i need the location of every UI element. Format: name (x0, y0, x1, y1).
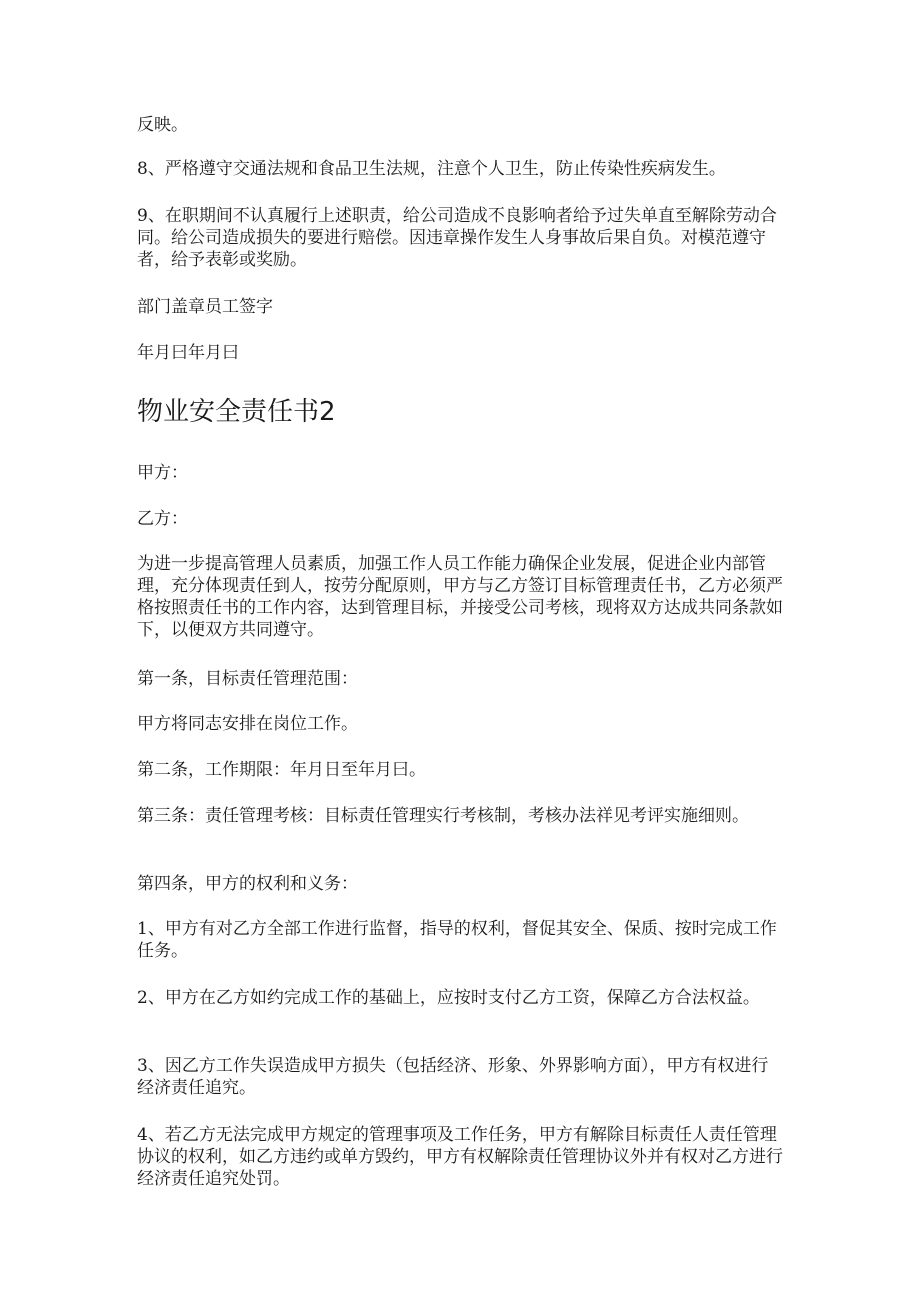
party-a-label: 甲方： (137, 463, 188, 483)
paragraph-reflect: 反映。 (137, 115, 188, 135)
article-2: 第二条，工作期限：年月日至年月曰。 (137, 760, 426, 780)
paragraph-item-8: 8、严格遵守交通法规和食品卫生法规，注意个人卫生，防止传染性疾病发生。 (137, 159, 726, 179)
signature-line: 部门盖章员工签字 (137, 297, 273, 317)
article-1-heading: 第一条，目标责任管理范围： (137, 669, 358, 689)
intro-paragraph: 为进一步提高管理人员素质，加强工作人员工作能力确保企业发展，促进企业内部管理，充分体现责任到人，按劳分配原则，甲方与乙方签订目标管理责任书，乙方必须严格按照责任书的工作内容，达到管理目标，并接受公司考核，现将双方达成共同条款如下，以便双方共同遵守。 (137, 554, 783, 640)
article-3: 第三条：责任管理考核：目标责任管理实行考核制，考核办法祥见考评实施细则。 (137, 806, 749, 826)
article-1-body: 甲方将同志安排在岗位工作。 (137, 714, 358, 734)
obligation-item-4: 4、若乙方无法完成甲方规定的管理事项及工作任务，甲方有解除目标责任人责任管理协议的权利，如乙方违约或单方毁约，甲方有权解除责任管理协议外并有权对乙方进行经济责任追究处罚。 (137, 1125, 783, 1189)
obligation-item-1: 1、甲方有对乙方全部工作进行监督，指导的权利，督促其安全、保质、按时完成工作任务。 (137, 919, 777, 961)
party-b-label: 乙方： (137, 509, 188, 529)
obligation-item-2: 2、甲方在乙方如约完成工作的基础上，应按时支付乙方工资，保障乙方合法权益。 (137, 988, 760, 1008)
paragraph-item-9: 9、在职期间不认真履行上述职责，给公司造成不良影响者给予过失单直至解除劳动合同。给公司造成损失的要进行赔偿。因违章操作发生人身事故后果自负。对模范遵守者，给予表彰或奖励。 (137, 206, 777, 270)
section-title: 物业安全责任书2 (137, 397, 336, 427)
article-4-heading: 第四条，甲方的权利和义务： (137, 874, 358, 894)
obligation-item-3: 3、因乙方工作失误造成甲方损失（包括经济、形象、外界影响方面），甲方有权进行经济责任追究。 (137, 1056, 769, 1098)
date-line: 年月曰年月曰 (137, 343, 239, 363)
